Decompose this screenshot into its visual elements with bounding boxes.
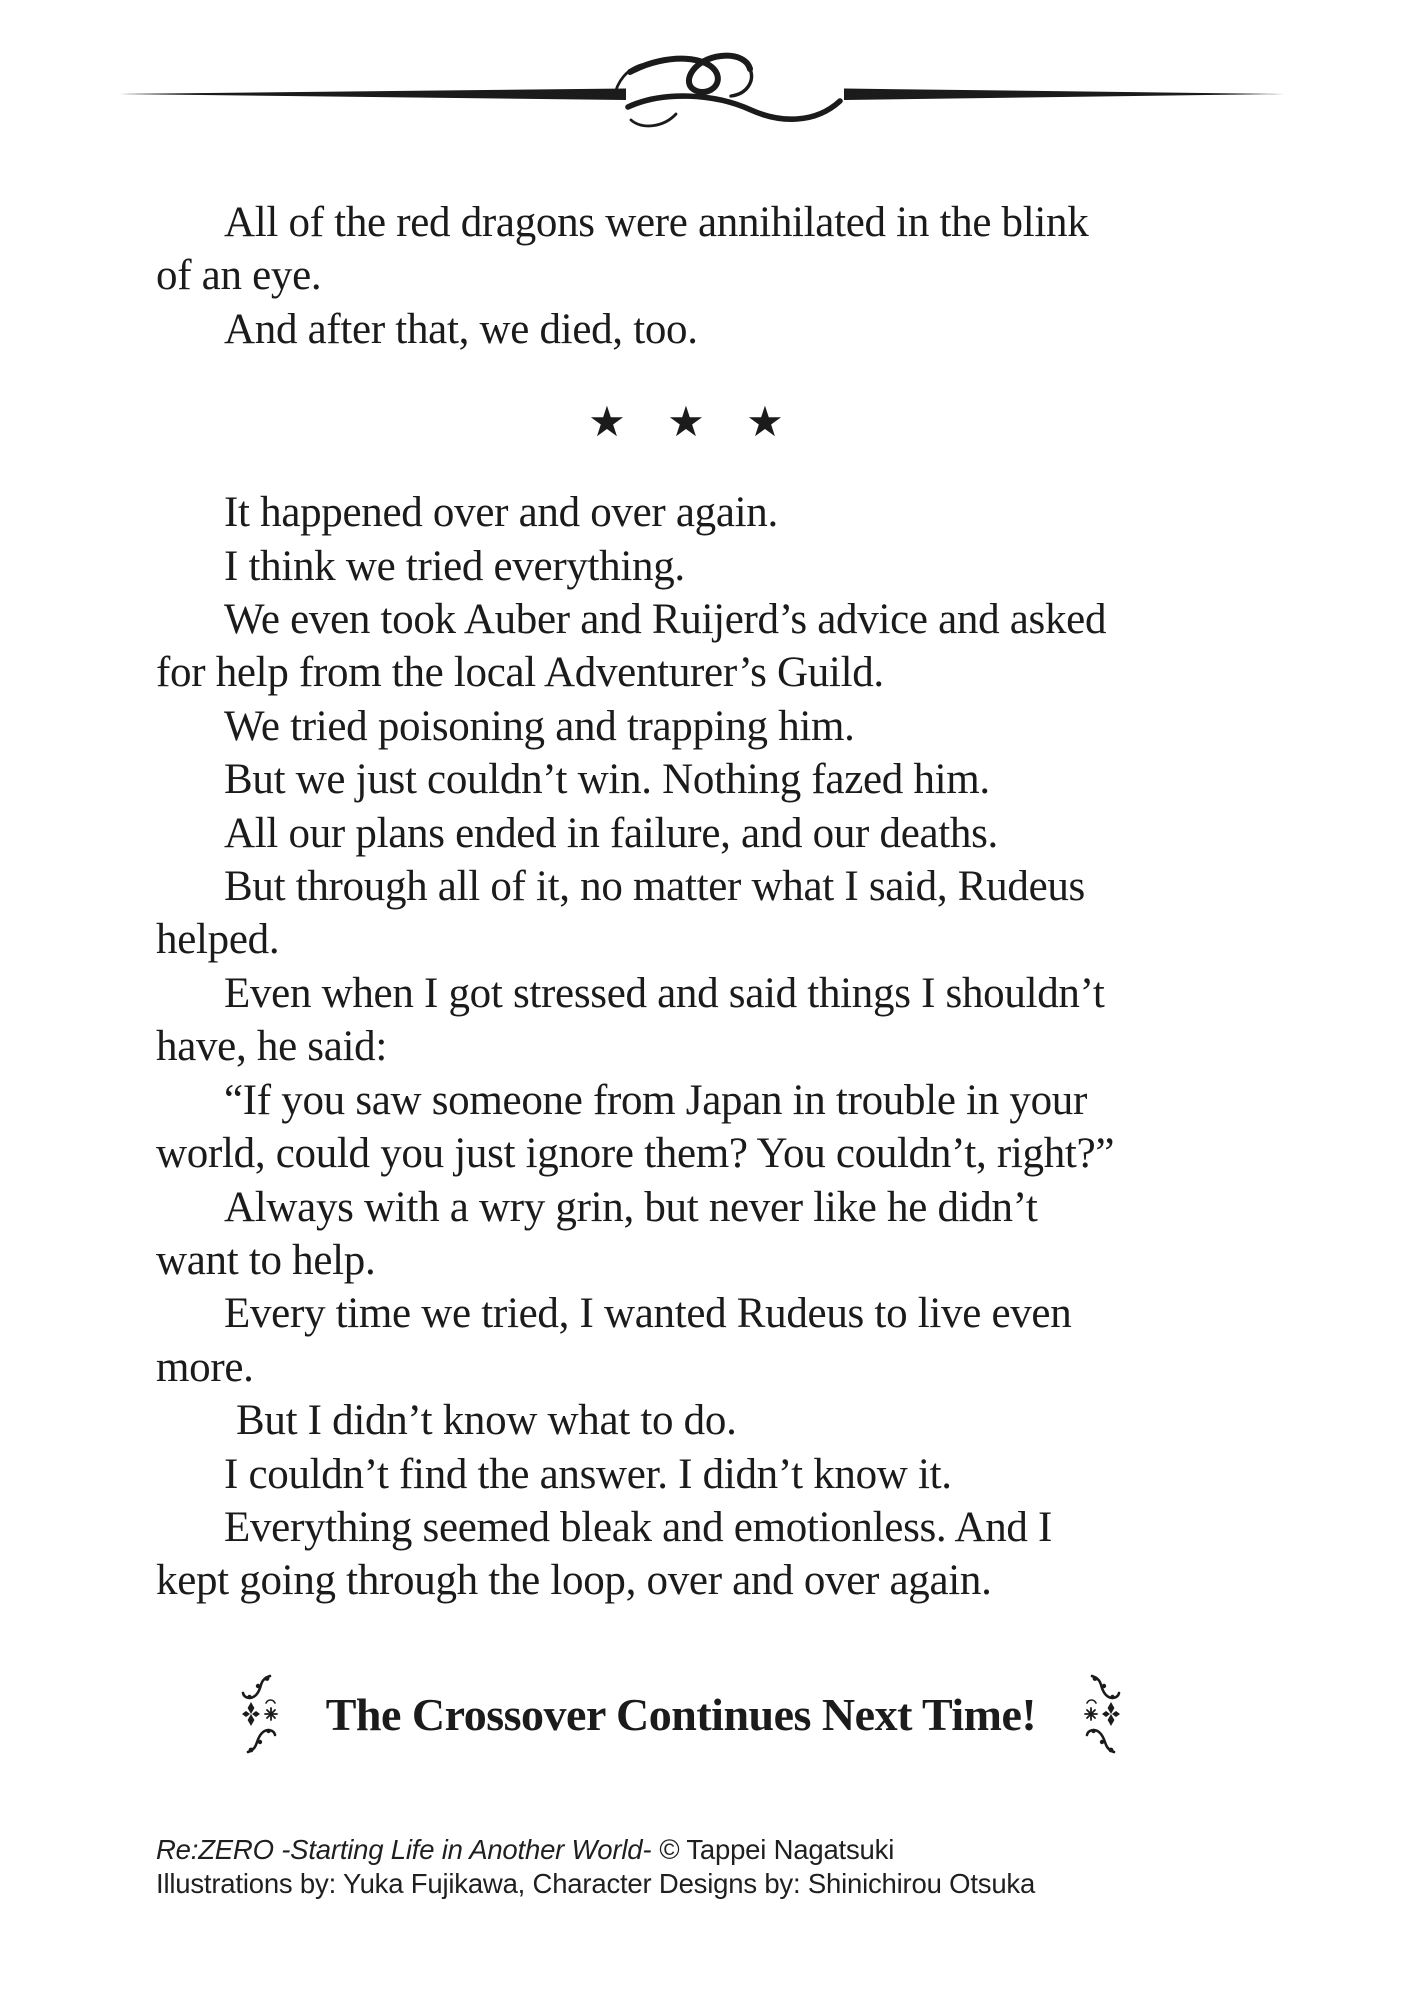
divider-flourish-icon [114,50,1290,142]
text-line: Everything seemed bleak and emotionless. And I [224,1503,1053,1551]
text-line: Even when I got stressed and said things I shouldn’t [224,969,1105,1017]
floral-ornament-left-icon [236,1672,282,1756]
text-line: I couldn’t find the answer. I didn’t know it. [224,1450,952,1498]
text-line: All our plans ended in failure, and our deaths. [224,809,999,857]
text-line: Always with a wry grin, but never like he didn’t [224,1183,1038,1231]
text-line: kept going through the loop, over and over again. [156,1557,992,1605]
footer-title: Re:ZERO -Starting Life in Another World- [156,1834,652,1865]
body-section-2 [156,486,1216,1608]
scene-break-stars [156,356,1216,486]
text-line: have, he said: [156,1023,388,1071]
footer-copyright: © Tappei Nagatsuki [659,1834,895,1865]
text-line: I think we tried everything. [224,542,685,590]
text-line: But I didn’t know what to do. [236,1397,737,1445]
text-line: “If you saw someone from Japan in trouble in your [224,1076,1088,1124]
headline-row [156,1666,1206,1762]
body-section-1 [156,196,1216,356]
text-line: We even took Auber and Ruijerd’s advice and asked [224,596,1107,644]
text-line: more. [156,1343,254,1391]
text-line: But we just couldn’t win. Nothing fazed him. [224,756,990,804]
footer-line-1 [156,1833,1035,1867]
text-line: world, could you just ignore them? You couldn’t, right?” [156,1130,1115,1178]
text-line: helped. [156,916,280,964]
star-icons: ★ ★ ★ [588,396,798,446]
headline: The Crossover Continues Next Time! [325,1688,1037,1740]
text-line: for help from the local Adventurer’s Guild. [156,649,884,697]
body-text [156,196,1216,1608]
floral-ornament-right-icon [1080,1672,1126,1756]
text-line: want to help. [156,1236,376,1284]
text-line: It happened over and over again. [224,489,778,537]
footer-credits: Illustrations by: Yuka Fujikawa, Character Designs by: Shinichirou Otsuka [156,1868,1036,1899]
copyright-footer [156,1833,1035,1901]
text-line: We tried poisoning and trapping him. [224,702,855,750]
text-line: And after that, we died, too. [224,305,698,353]
text-line: All of the red dragons were annihilated in the blink [224,199,1089,246]
text-line: Every time we tried, I wanted Rudeus to live even [224,1290,1072,1338]
text-line: of an eye. [156,252,322,300]
text-line: But through all of it, no matter what I said, Rudeus [224,863,1085,911]
